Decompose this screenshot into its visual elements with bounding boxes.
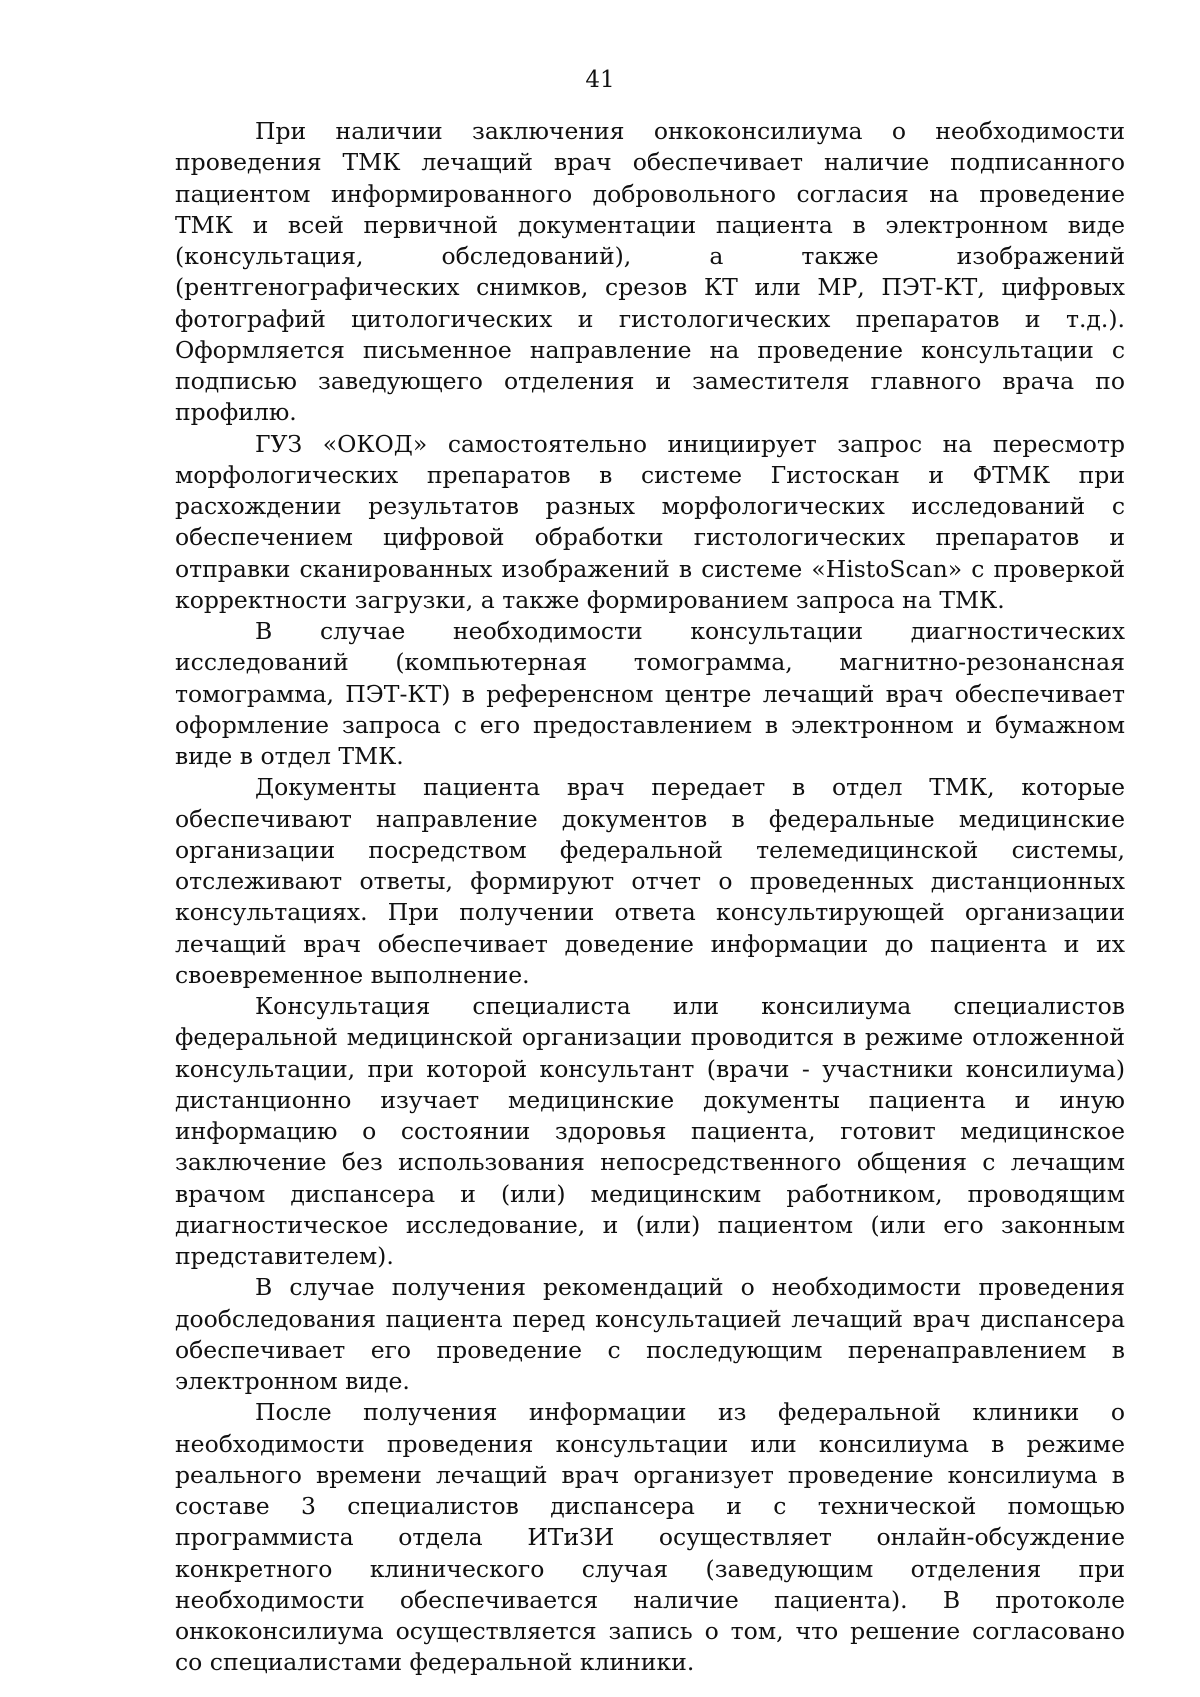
page-number: 41 xyxy=(585,67,615,93)
paragraph-deferred-consultation: Консультация специалиста или консилиума специалистов федеральной медицинской организации проводится в режиме отложенной консультации, при которой консультант (врачи - участники консилиума) дистанционно изучает медицинские документы пациента и иную информацию о состоянии здоровья пациента, готовит медицинское заключение без использования непосредственного общения с лечащим врачом диспансера и (или) медицинским работником, проводящим диагностическое исследование, и (или) пациентом (или его законным представителем). xyxy=(175,992,1125,1270)
paragraph-diagnostic-consultation: В случае необходимости консультации диагностических исследований (компьютерная томограмма, магнитно-резонансная томограмма, ПЭТ-КТ) в референсном центре лечащий врач обеспечивает оформление запроса с его предоставлением в электронном и бумажном виде в отдел ТМК. xyxy=(175,617,1125,770)
paragraph-additional-examination: В случае получения рекомендаций о необходимости проведения дообследования пациента перед консультацией лечащий врач диспансера обеспечивает его проведение с последующим перенаправлением в электронном виде. xyxy=(175,1273,1125,1395)
paragraph-teleconsultation-preparation: При наличии заключения онкоконсилиума о необходимости проведения ТМК лечащий врач обеспечивает наличие подписанного пациентом информированного добровольного согласия на проведение ТМК и всей первичной документации пациента в электронном виде (консультация, обследований), а также изображений (рентгенографических снимков, срезов КТ или МР, ПЭТ-КТ, цифровых фотографий цитологических и гистологических препаратов и т.д.). Оформляется письменное направление на проведение консультации с подписью заведующего отделения и заместителя главного врача по профилю. xyxy=(175,117,1125,427)
paragraph-document-transfer: Документы пациента врач передает в отдел ТМК, которые обеспечивают направление документов в федеральные медицинские организации посредством федеральной телемедицинской системы, отслеживают ответы, формируют отчет о проведенных дистанционных консультациях. При получении ответа консультирующей организации лечащий врач обеспечивает доведение информации до пациента и их своевременное выполнение. xyxy=(175,773,1125,989)
paragraph-realtime-council: После получения информации из федеральной клиники о необходимости проведения консультации или консилиума в режиме реального времени лечащий врач организует проведение консилиума в составе 3 специалистов диспансера и с технической помощью программиста отдела ИТиЗИ осуществляет онлайн-обсуждение конкретного клинического случая (заведующим отделения при необходимости обеспечивается наличие пациента). В протоколе онкоконсилиума осуществляется запись о том, что решение согласовано со специалистами федеральной клиники. xyxy=(175,1398,1125,1677)
paragraph-histoscan-review: ГУЗ «ОКОД» самостоятельно инициирует запрос на пересмотр морфологических препаратов в системе Гистоскан и ФТМК при расхождении результатов разных морфологических исследований с обеспечением цифровой обработки гистологических препаратов и отправки сканированных изображений в системе «HistoScan» с проверкой корректности загрузки, а также формированием запроса на ТМК. xyxy=(175,429,1125,614)
document-body xyxy=(175,116,1125,1679)
